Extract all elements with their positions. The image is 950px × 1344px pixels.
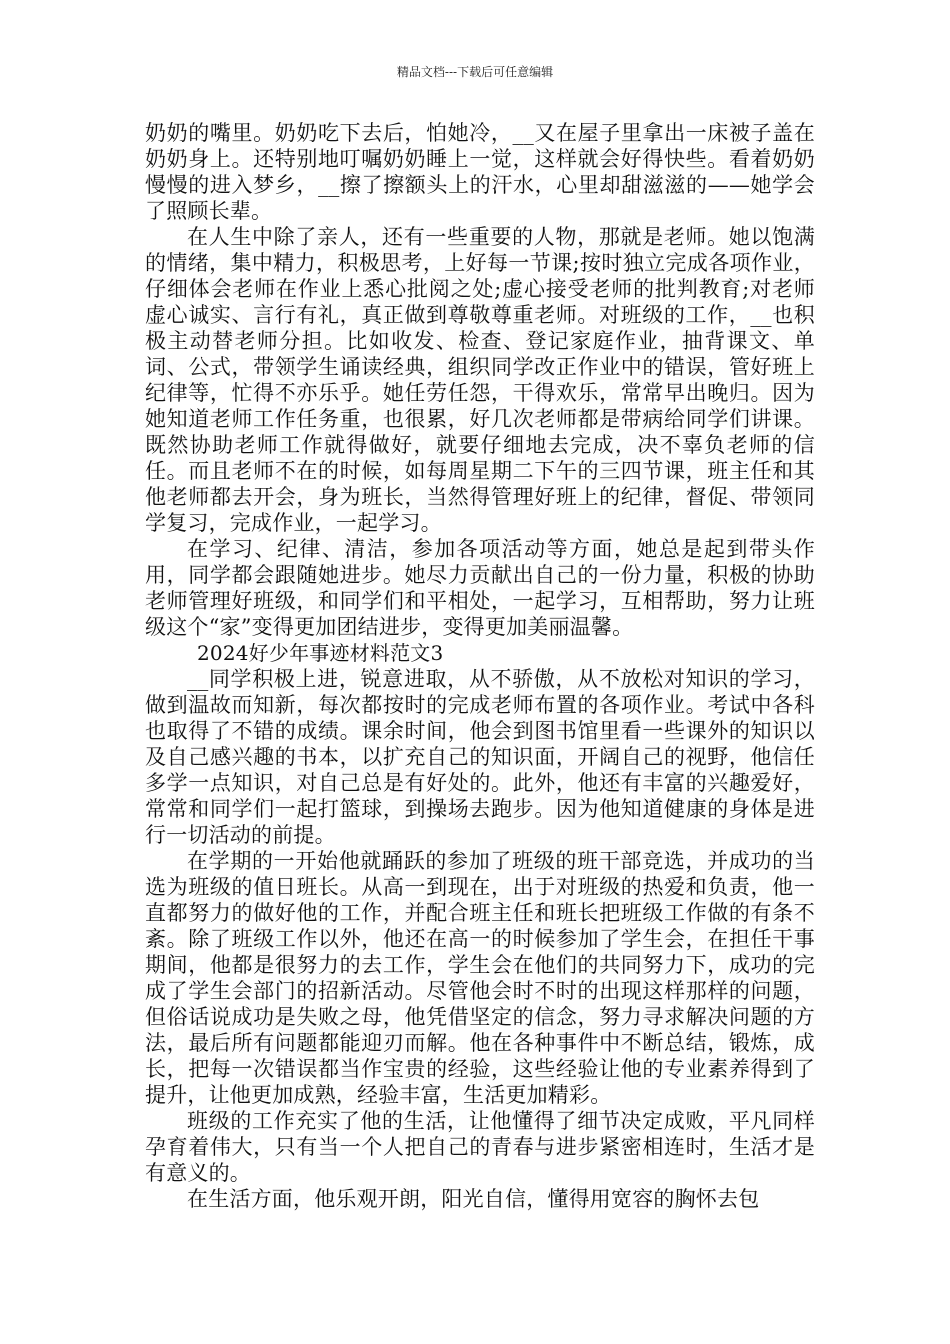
paragraph-study-diligence: __同学积极上进，锐意进取，从不骄傲，从不放松对知识的学习，做到温故而知新，每次都按时的完成老师布置的各项作业。考试中各科也取得了不错的成绩。课余时间，他会到图书馆里看一些课外的知识以及自己感兴趣的书本，以扩充自己的知识面，开阔自己的视野，他信任多学一点知识，对自己总是有好处的。此外，他还有丰富的兴趣爱好，常常和同学们一起打篮球，到操场去跑步。因为他知道健康的身体是进行一切活动的前提。: [145, 667, 815, 847]
paragraph-teacher-respect: 在人生中除了亲人，还有一些重要的人物，那就是老师。她以饱满的情绪，集中精力，积极思考，上好每一节课;按时独立完成各项作业，仔细体会老师在作业上悉心批阅之处;虚心接受老师的批判教育;对老师虚心诚实、言行有礼，真正做到尊敬尊重老师。对班级的工作，__也积极主动替老师分担。比如收发、检查、登记家庭作业，抽背课文、单词、公式，带领学生诵读经典，组织同学改正作业中的错误，管好班上纪律等，忙得不亦乐乎。她任劳任怨，干得欢乐，常常早出晚归。因为她知道老师工作任务重，也很累，好几次老师都是带病给同学们讲课。既然协助老师工作就得做好，就要仔细地去完成，决不辜负老师的信任。而且老师不在的时候，如每周星期二下午的三四节课，班主任和其他老师都去开会，身为班长，当然得管理好班上的纪律，督促、带领同学复习，完成作业，一起学习。: [145, 225, 815, 535]
document-body: [145, 120, 815, 1212]
paragraph-class-leadership: 在学习、纪律、清洁，参加各项活动等方面，她总是起到带头作用，同学都会跟随她进步。她尽力贡献出自己的一份力量，积极的协助老师管理好班级，和同学们和平相处，一起学习，互相帮助，努力让班级这个“家”变得更加团结进步，变得更加美丽温馨。: [145, 537, 815, 639]
paragraph-grandma-care: 奶奶的嘴里。奶奶吃下去后，怕她冷，__又在屋子里拿出一床被子盖在奶奶身上。还特别地叮嘱奶奶睡上一觉，这样就会好得快些。看着奶奶慢慢的进入梦乡，__擦了擦额头上的汗水，心里却甜滋滋的——她学会了照顾长辈。: [145, 121, 815, 223]
section-heading-sample-3: 2024好少年事迹材料范文3: [197, 641, 444, 665]
paragraph-life-attitude: 在生活方面，他乐观开朗，阳光自信，懂得用宽容的胸怀去包: [187, 1187, 760, 1211]
page-header: 精品文档---下载后可任意编辑: [396, 65, 554, 79]
paragraph-class-cadre: 在学期的一开始他就踊跃的参加了班级的班干部竞选，并成功的当选为班级的值日班长。从高一到现在，出于对班级的热爱和负责，他一直都努力的做好他的工作，并配合班主任和班长把班级工作做的有条不紊。除了班级工作以外，他还在高一的时候参加了学生会，在担任干事期间，他都是很努力的去工作，学生会在他们的共同努力下，成功的完成了学生会部门的招新活动。尽管他会时不时的出现这样那样的问题，但俗话说成功是失败之母，他凭借坚定的信念，努力寻求解决问题的方法，最后所有问题都能迎刃而解。他在各种事件中不断总结，锻炼，成长，把每一次错误都当作宝贵的经验，这些经验让他的专业素养得到了提升，让他更加成熟，经验丰富，生活更加精彩。: [145, 849, 815, 1107]
paragraph-class-work-meaning: 班级的工作充实了他的生活，让他懂得了细节决定成败，平凡同样孕育着伟大，只有当一个人把自己的青春与进步紧密相连时，生活才是有意义的。: [145, 1109, 815, 1185]
